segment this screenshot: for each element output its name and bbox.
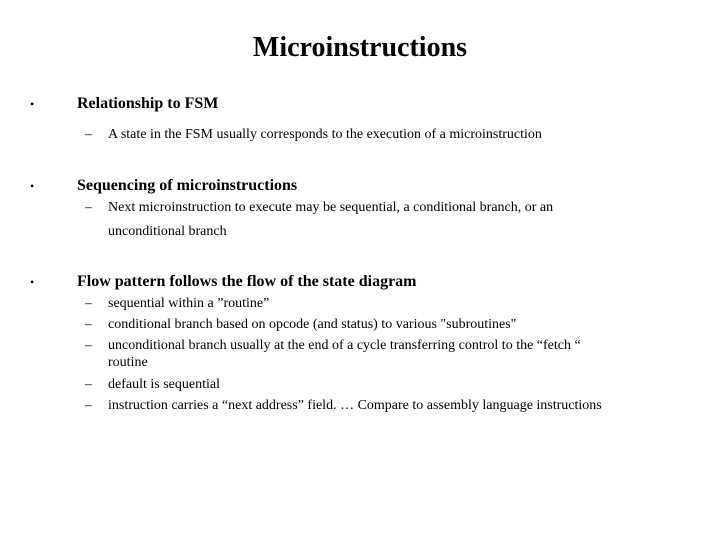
sub-item — [85, 126, 685, 144]
dash-marker: – — [85, 317, 92, 332]
bullet-flow-pattern — [30, 272, 670, 294]
slide-title: Microinstructions — [252, 32, 468, 63]
sub-item — [85, 376, 685, 394]
bullet-heading: Sequencing of microinstructions — [77, 177, 298, 194]
dash-marker: – — [85, 127, 92, 142]
bullet-heading: Relationship to FSM — [77, 95, 219, 112]
sub-item-text: unconditional branch usually at the end of a cycle transferring control to the “fetch “ — [108, 338, 581, 353]
sub-item-text: instruction carries a “next address” field. … Compare to assembly language instructions — [108, 398, 602, 413]
sub-item — [85, 316, 685, 334]
sub-item-text-continuation: unconditional branch — [108, 224, 227, 239]
bullet-relationship — [30, 94, 670, 116]
bullet-marker: • — [30, 179, 35, 193]
dash-marker: – — [85, 398, 92, 413]
dash-marker: – — [85, 296, 92, 311]
sub-item — [85, 199, 685, 217]
sub-item-text: default is sequential — [108, 377, 220, 392]
bullet-sequencing — [30, 176, 670, 198]
sub-item — [85, 337, 685, 355]
sub-item-text-continuation: routine — [108, 355, 148, 370]
bullet-marker: • — [30, 97, 35, 111]
dash-marker: – — [85, 377, 92, 392]
sub-item-text: A state in the FSM usually corresponds to the execution of a microinstruction — [108, 127, 542, 142]
sub-item-continuation — [108, 223, 508, 241]
sub-item-text: conditional branch based on opcode (and status) to various "subroutines" — [108, 317, 517, 332]
bullet-heading: Flow pattern follows the flow of the state diagram — [77, 273, 417, 290]
dash-marker: – — [85, 200, 92, 215]
sub-item-text: sequential within a ”routine” — [108, 296, 270, 311]
sub-item-continuation — [108, 354, 508, 372]
dash-marker: – — [85, 338, 92, 353]
sub-item-text: Next microinstruction to execute may be sequential, a conditional branch, or an — [108, 200, 554, 215]
bullet-marker: • — [30, 275, 35, 289]
sub-item — [85, 295, 685, 313]
sub-item — [85, 397, 715, 415]
